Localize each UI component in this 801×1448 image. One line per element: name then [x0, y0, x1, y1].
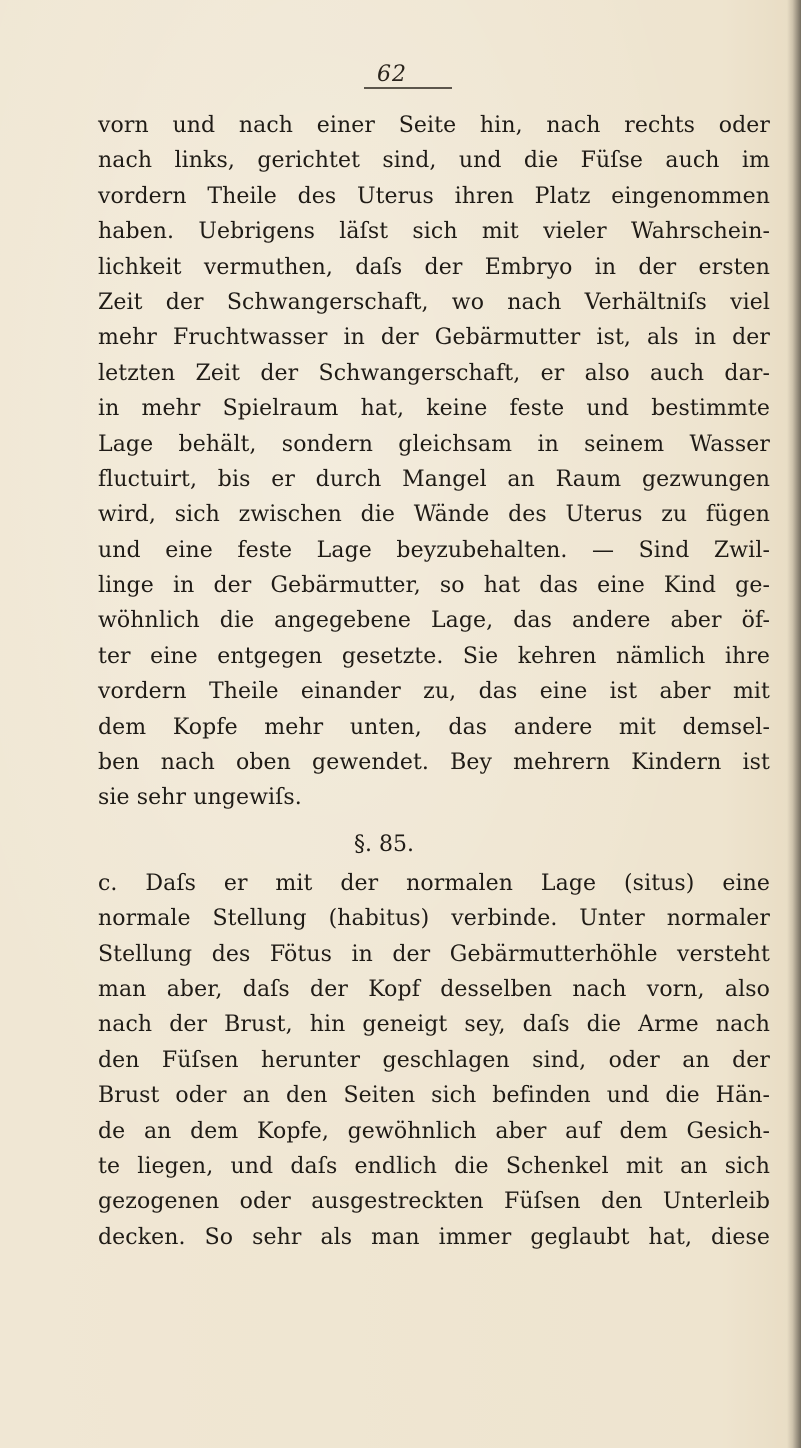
text-line: c. Daſs er mit der normalen Lage (situs) eine: [98, 870, 770, 896]
text-line: dem Kopfe mehr unten, das andere mit demsel-: [98, 714, 770, 740]
page-number: 62: [377, 62, 407, 87]
text-line: Stellung des Fötus in der Gebärmutterhöhle versteht: [98, 941, 770, 967]
text-line: Zeit der Schwangerschaft, wo nach Verhältniſs viel: [98, 289, 770, 315]
paragraph-1: [98, 108, 770, 816]
section-spacer: [98, 816, 770, 824]
text-line: lichkeit vermuthen, daſs der Embryo in der ersten: [98, 254, 770, 280]
text-line: wöhnlich die angegebene Lage, das andere aber öf-: [98, 608, 770, 634]
body-text: [98, 108, 770, 1255]
text-line: Brust oder an den Seiten sich befinden und die Hän-: [98, 1083, 770, 1109]
text-line: und eine feste Lage beyzubehalten. — Sind Zwil-: [98, 537, 770, 563]
text-line: normale Stellung (habitus) verbinde. Unter normaler: [98, 906, 770, 932]
text-line: wird, sich zwischen die Wände des Uterus zu fügen: [98, 502, 770, 528]
text-line: vordern Theile des Uterus ihren Platz eingenommen: [98, 183, 770, 209]
paragraph-2: [98, 866, 770, 1255]
header-rule: [364, 87, 452, 89]
text-line: gezogenen oder ausgestreckten Füſsen den Unterleib: [98, 1189, 770, 1215]
text-line: in mehr Spielraum hat, keine feste und bestimmte: [98, 396, 770, 422]
text-line: vordern Theile einander zu, das eine ist aber mit: [98, 679, 770, 705]
text-line: decken. So sehr als man immer geglaubt hat, diese: [98, 1224, 770, 1250]
text-line: vorn und nach einer Seite hin, nach rechts oder: [98, 113, 770, 138]
page-edge-shadow: [787, 0, 801, 1448]
text-line: den Füſsen herunter geschlagen sind, oder an der: [98, 1047, 770, 1073]
text-line: Lage behält, sondern gleichsam in seinem Wasser: [98, 431, 770, 457]
text-line: ter eine entgegen gesetzte. Sie kehren nämlich ihre: [98, 643, 770, 669]
text-line: haben. Uebrigens läſst sich mit vieler Wahrschein-: [98, 219, 770, 245]
section-heading: §. 85.: [354, 831, 414, 857]
text-line: nach links, gerichtet sind, und die Füſse auch im: [98, 148, 770, 174]
text-line: sie sehr ungewiſs.: [98, 785, 302, 811]
text-line: ben nach oben gewendet. Bey mehrern Kindern ist: [98, 750, 770, 776]
text-line: man aber, daſs der Kopf desselben nach vorn, also: [98, 976, 770, 1002]
text-line: letzten Zeit der Schwangerschaft, er also auch dar-: [98, 360, 770, 386]
text-line: mehr Fruchtwasser in der Gebärmutter ist, als in der: [98, 325, 770, 351]
text-line: nach der Brust, hin geneigt sey, daſs die Arme nach: [98, 1012, 770, 1038]
text-line: fluctuirt, bis er durch Mangel an Raum gezwungen: [98, 466, 770, 492]
text-line: linge in der Gebärmutter, so hat das eine Kind ge-: [98, 573, 770, 599]
text-line: te liegen, und daſs endlich die Schenkel mit an sich: [98, 1153, 770, 1179]
text-line: de an dem Kopfe, gewöhnlich aber auf dem Gesich-: [98, 1118, 770, 1144]
